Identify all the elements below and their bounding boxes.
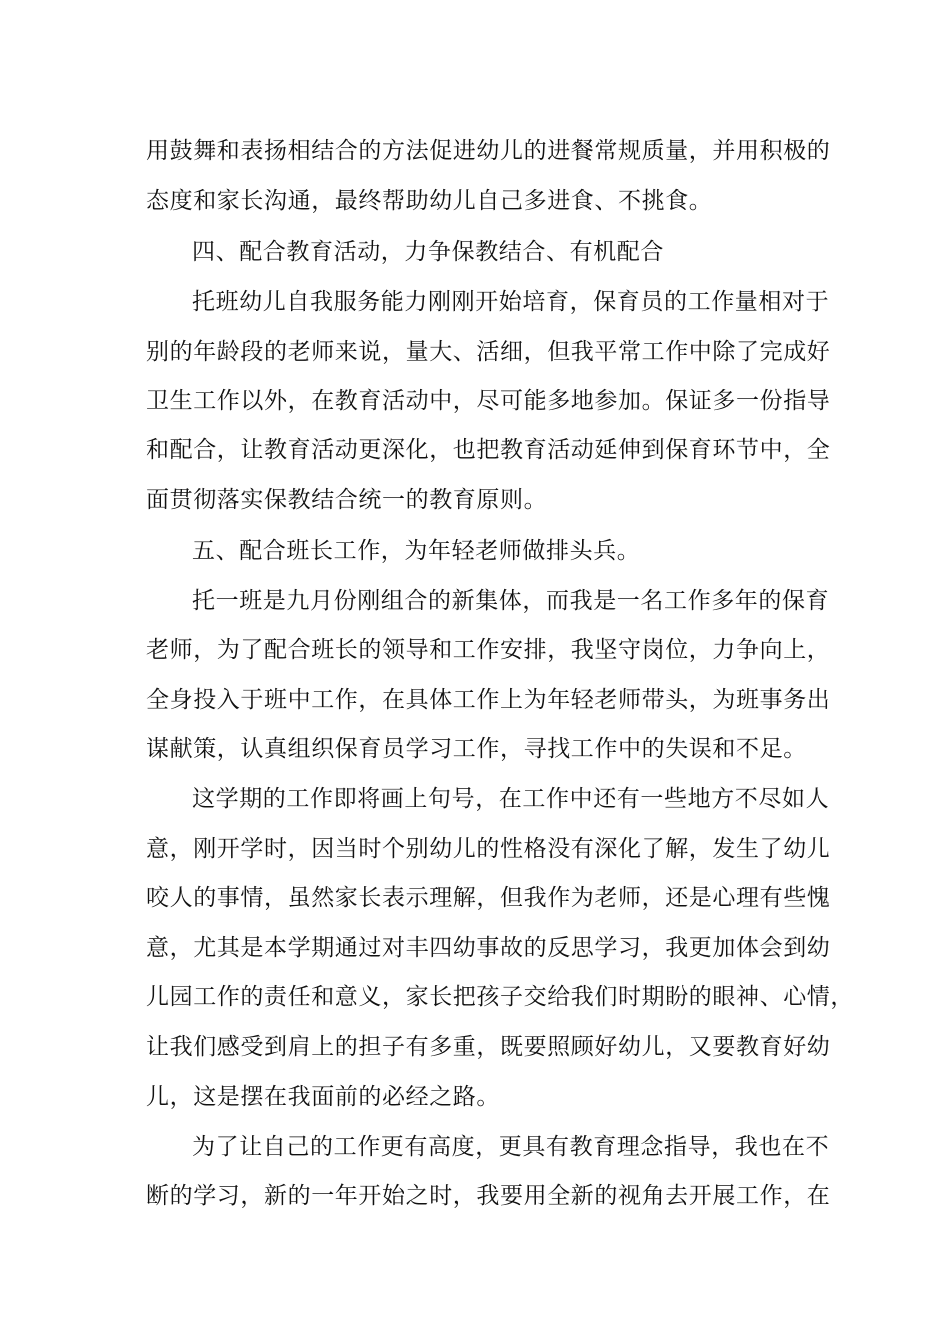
text-line: 别的年龄段的老师来说，量大、活细，但我平常工作中除了完成好 xyxy=(146,339,831,365)
section-heading: 五、配合班长工作，为年轻老师做排头兵。 xyxy=(192,538,641,564)
text-line: 儿园工作的责任和意义，家长把孩子交给我们时期盼的眼神、心情， xyxy=(146,984,854,1010)
text-line: 咬人的事情，虽然家长表示理解，但我作为老师，还是心理有些愧 xyxy=(146,885,831,911)
text-line: 儿，这是摆在我面前的必经之路。 xyxy=(146,1084,500,1110)
text-line: 谋献策，认真组织保育员学习工作，寻找工作中的失误和不足。 xyxy=(146,736,807,762)
text-line: 意，刚开学时，因当时个别幼儿的性格没有深化了解，发生了幼儿 xyxy=(146,836,831,862)
paragraph-first-line: 托一班是九月份刚组合的新集体，而我是一名工作多年的保育 xyxy=(192,588,830,614)
paragraph-first-line: 这学期的工作即将画上句号，在工作中还有一些地方不尽如人 xyxy=(192,786,830,812)
text-line: 态度和家长沟通，最终帮助幼儿自己多进食、不挑食。 xyxy=(146,188,713,214)
paragraph-first-line: 为了让自己的工作更有高度，更具有教育理念指导，我也在不 xyxy=(192,1134,830,1160)
text-line: 卫生工作以外，在教育活动中，尽可能多地参加。保证多一份指导 xyxy=(146,388,831,414)
text-line: 用鼓舞和表扬相结合的方法促进幼儿的进餐常规质量，并用积极的 xyxy=(146,138,831,164)
text-line: 断的学习，新的一年开始之时，我要用全新的视角去开展工作，在 xyxy=(146,1183,831,1209)
text-line: 老师，为了配合班长的领导和工作安排，我坚守岗位，力争向上， xyxy=(146,637,831,663)
paragraph-first-line: 托班幼儿自我服务能力刚刚开始培育，保育员的工作量相对于 xyxy=(192,289,830,315)
text-line: 面贯彻落实保教结合统一的教育原则。 xyxy=(146,487,548,513)
text-line: 和配合，让教育活动更深化，也把教育活动延伸到保育环节中，全 xyxy=(146,437,831,463)
text-line: 意，尤其是本学期通过对丰四幼事故的反思学习，我更加体会到幼 xyxy=(146,935,831,961)
section-heading: 四、配合教育活动，力争保教结合、有机配合 xyxy=(192,239,664,265)
text-line: 让我们感受到肩上的担子有多重，既要照顾好幼儿，又要教育好幼 xyxy=(146,1034,831,1060)
text-line: 全身投入于班中工作，在具体工作上为年轻老师带头，为班事务出 xyxy=(146,687,831,713)
